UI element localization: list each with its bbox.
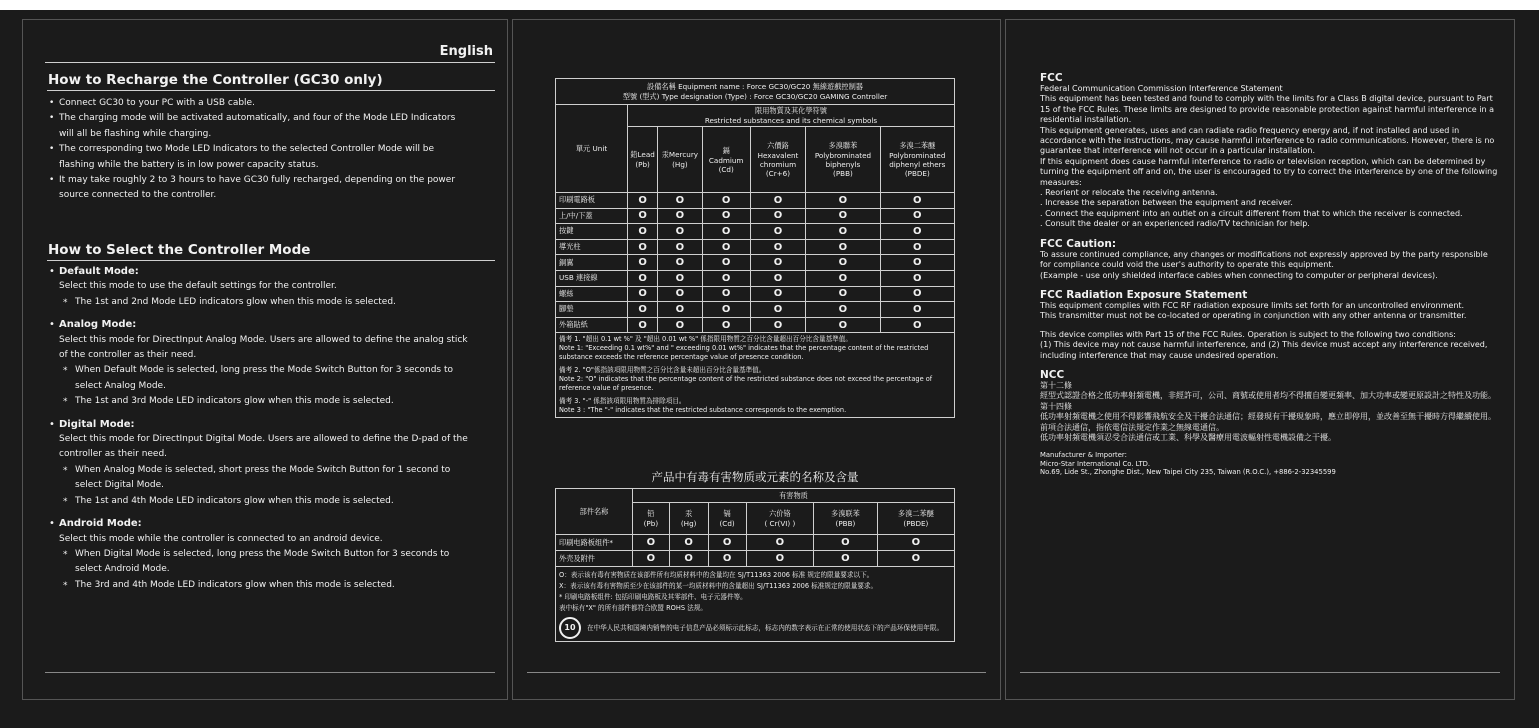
fcc-caution-title: FCC Caution: [1040, 237, 1117, 250]
fcc-radiation [1040, 301, 1500, 322]
table-row [556, 255, 955, 271]
table-cell: O [628, 270, 658, 286]
part-header: 部件名称 [556, 489, 633, 535]
substance-column-header [658, 127, 703, 193]
column-header-line: (PBDE) [904, 169, 930, 178]
fcc-statement [1040, 84, 1500, 230]
mode-item [49, 317, 469, 409]
text-line: This transmitter must not be co-located or operating in conjunction with any other antenna or transmitter. [1040, 311, 1467, 321]
text-line: 第十四條 [1040, 401, 1072, 411]
table-cell: O [880, 286, 954, 302]
substance-column-header [880, 127, 954, 193]
recharge-step: • It may take roughly 2 to 3 hours to have GC30 fully recharged, depending on the power source connected to the controller. [49, 173, 469, 204]
column-header-line: (Pb) [635, 160, 650, 169]
english-instructions-panel [22, 19, 508, 700]
mode-note: * The 3rd and 4th Mode LED indicators glow when this mode is selected. [49, 578, 469, 593]
row-label: 銅翼 [556, 255, 628, 271]
table-cell: O [814, 551, 878, 567]
table-cell: O [658, 255, 703, 271]
table-cell: O [702, 208, 750, 224]
header-rule [45, 62, 495, 63]
china-rohs-table [555, 488, 955, 642]
table-cell: O [702, 302, 750, 318]
table-cell: O [806, 208, 880, 224]
table-notes [556, 333, 955, 418]
table-cell: O [658, 239, 703, 255]
table-cell: O [633, 551, 670, 567]
table-cell: O [806, 286, 880, 302]
column-header-line: 六價鉻 [767, 141, 789, 150]
table-cell: O [877, 551, 954, 567]
substance-column-header [750, 127, 806, 193]
table-cell: O [750, 193, 806, 209]
mode-note: * When Default Mode is selected, long press the Mode Switch Button for 3 seconds to select Analog Mode. [49, 363, 469, 394]
table-row [556, 193, 955, 209]
footer-rule [1020, 672, 1500, 673]
rohs-panel [512, 19, 1001, 700]
mode-item [49, 516, 469, 593]
table-row [556, 302, 955, 318]
note-line: Note 3 : "The "-" indicates that the restricted substance corresponds to the exemption. [559, 406, 847, 415]
unit-header: 單元 Unit [556, 105, 628, 193]
row-label: 上/中/下蓋 [556, 208, 628, 224]
table-row [556, 535, 955, 551]
language-label: English [439, 44, 493, 59]
recycle-row [559, 617, 951, 639]
row-label: 導光柱 [556, 239, 628, 255]
row-label: 外箱貼紙 [556, 317, 628, 333]
footer-rule [45, 672, 495, 673]
column-header-line: (PBDE) [903, 519, 929, 528]
substance-column-header [814, 503, 878, 535]
substance-column-header [806, 127, 880, 193]
column-header-line: 镉 [723, 509, 731, 518]
text-line: . Reorient or relocate the receiving antenna. [1040, 188, 1218, 198]
substance-column-header [708, 503, 746, 535]
table-cell: O [628, 239, 658, 255]
table-cell: O [750, 286, 806, 302]
note-line: 備考 2. "O"係指該項限用物質之百分比含量未超出百分比含量基準值。 [559, 366, 766, 375]
table-cell: O [814, 535, 878, 551]
table-cell: O [750, 239, 806, 255]
china-notes [556, 567, 955, 642]
table-cell: O [708, 535, 746, 551]
type-designation: 型號 (型式) Type designation (Type) : Force GC30/GC20 GAMING Controller [622, 91, 888, 101]
table-cell: O [746, 535, 813, 551]
restricted-header-en: Restricted substances and its chemical symbols [704, 116, 878, 125]
table-cell: O [708, 551, 746, 567]
substance-column-header [633, 503, 670, 535]
mode-description: Select this mode for DirectInput Analog Mode. Users are allowed to define the analog stick of the controller as their need. [59, 334, 468, 361]
table-row [556, 317, 955, 333]
row-label: 印刷电路板组件* [556, 535, 633, 551]
table-cell: O [880, 193, 954, 209]
table-cell: O [806, 302, 880, 318]
table-cell: O [628, 224, 658, 240]
text-line: This equipment generates, uses and can radiate radio frequency energy and, if not installed and used in accordance with the instructions, may cause harmful interference to radio communications. However, there is no guarantee that interference will not occur in a particular installation. [1040, 125, 1495, 156]
column-header-line: Polybrominated [814, 151, 872, 160]
recharge-step: • The corresponding two Mode LED Indicators to the selected Controller Mode will be flashing while the battery is in low power capacity status. [49, 142, 469, 173]
ncc-title: NCC [1040, 368, 1065, 381]
mode-note: * The 1st and 4th Mode LED indicators glow when this mode is selected. [49, 494, 469, 509]
table-cell: O [806, 255, 880, 271]
column-header-line: 多溴二苯醚 [899, 141, 936, 150]
table-cell: O [702, 193, 750, 209]
mode-description: Select this mode for DirectInput Digital Mode. Users are allowed to define the D-pad of the controller as their need. [59, 434, 468, 460]
table-cell: O [880, 255, 954, 271]
table-cell: O [658, 224, 703, 240]
mode-item [49, 264, 469, 310]
text-line: 經型式認證合格之低功率射頻電機，非經許可，公司、商號或使用者均不得擅自變更頻率、加大功率或變更原設計之特性及功能。 [1040, 391, 1496, 401]
row-label: 印刷電路板 [556, 193, 628, 209]
table-cell: O [750, 302, 806, 318]
substance-column-header [746, 503, 813, 535]
table-cell: O [702, 270, 750, 286]
note-line: * 印刷电路板组件: 包括印刷电路板及其零部件、电子元器件等。 [559, 593, 747, 601]
mode-note: * The 1st and 3rd Mode LED indicators glow when this mode is selected. [49, 394, 469, 409]
table-cell: O [702, 317, 750, 333]
text-line: This equipment has been tested and found to comply with the limits for a Class B digital device, pursuant to Part 15 of the FCC Rules. These limits are designed to provide reasonable protection against harmful interference in a residential installation. [1040, 94, 1494, 125]
text-line: No.69, Lide St., Zhonghe Dist., New Taipei City 235, Taiwan (R.O.C.), +886-2-32345599 [1040, 467, 1336, 476]
text-line: Federal Communication Commission Interference Statement [1040, 84, 1283, 93]
table-cell: O [633, 535, 670, 551]
text-line: . Consult the dealer or an experienced radio/TV technician for help. [1040, 219, 1310, 229]
column-header-line: 鉛Lead [630, 150, 655, 159]
column-header-line: biphenyls [825, 160, 861, 169]
column-header-line: (Hg) [672, 160, 688, 169]
substance-column-header [628, 127, 658, 193]
column-header-line: chromium [759, 160, 797, 169]
table-cell: O [750, 317, 806, 333]
note-line: X：表示该有毒有害物质至少在该部件的某一均质材料中的含量超出 SJ/T11363 2006 标准规定的限量要求。 [559, 582, 878, 590]
table-cell: O [628, 193, 658, 209]
table-cell: O [806, 224, 880, 240]
table-cell: O [658, 302, 703, 318]
substance-column-header [669, 503, 708, 535]
equipment-name: 設備名稱 Equipment name : Force GC30/GC20 無線遊戲控制器 [647, 81, 863, 91]
table-cell: O [702, 255, 750, 271]
table-cell: O [806, 239, 880, 255]
text-line: 低功率射頻電機之使用不得影響飛航安全及干擾合法通信；經發現有干擾現象時，應立即停用，並改善至無干擾時方得繼續使用。 [1040, 412, 1496, 422]
table-cell: O [669, 535, 708, 551]
mode-note: * The 1st and 2nd Mode LED indicators glow when this mode is selected. [49, 295, 469, 310]
column-header-line: (Pb) [643, 519, 659, 528]
mode-title-rule [47, 260, 495, 261]
row-label: 外壳及附件 [556, 551, 633, 567]
table-cell: O [658, 193, 703, 209]
recharge-section-title: How to Recharge the Controller (GC30 only) [48, 72, 383, 88]
note-line: 備考 3. "-" 係指該項限用物質為排除項目。 [559, 397, 686, 406]
compliance-panel [1005, 19, 1515, 700]
text-line: This equipment complies with FCC RF radiation exposure limits set forth for an uncontrolled environment. [1040, 300, 1465, 310]
table-cell: O [880, 224, 954, 240]
table-cell: O [628, 286, 658, 302]
column-header-line: 汞 [685, 509, 693, 518]
table-cell: O [702, 239, 750, 255]
table-cell: O [702, 286, 750, 302]
table-cell: O [806, 193, 880, 209]
text-line: 第十二條 [1040, 380, 1072, 390]
column-header-line: 六价铬 [769, 509, 791, 518]
mode-item [49, 417, 469, 509]
table-row [556, 239, 955, 255]
mode-note: * When Analog Mode is selected, short press the Mode Switch Button for 1 second to select Digital Mode. [49, 463, 469, 494]
table-cell: O [880, 239, 954, 255]
column-header-line: diphenyl ethers [889, 160, 946, 169]
table-row [556, 224, 955, 240]
column-header-line: 多溴二苯醚 [897, 509, 934, 518]
equipment-header [556, 79, 955, 105]
mode-description: Select this mode to use the default settings for the controller. [59, 281, 337, 292]
text-line: (1) This device may not cause harmful interference, and (2) This device must accept any interference received, including interference that may cause undesired operation. [1040, 340, 1488, 360]
note-line: 表中标有"X" 的所有部件都符合欧盟 ROHS 法规。 [559, 604, 707, 612]
top-border [0, 0, 1539, 10]
column-header-line: 鎘 [722, 145, 730, 155]
table-cell: O [628, 208, 658, 224]
column-header-line: 多溴聯苯 [828, 141, 858, 150]
table-cell: O [880, 270, 954, 286]
table-row [556, 270, 955, 286]
row-label: 按鍵 [556, 224, 628, 240]
mode-title: • Digital Mode: [49, 417, 469, 432]
column-header-line: Cadmium [708, 155, 744, 165]
table-cell: O [628, 302, 658, 318]
column-header-line: (PBB) [835, 519, 856, 528]
table-cell: O [658, 286, 703, 302]
recharge-step: • The charging mode will be activated automatically, and four of the Mode LED Indicators will all be flashing while charging. [49, 111, 469, 142]
table-cell: O [806, 270, 880, 286]
table-cell: O [806, 317, 880, 333]
row-label: 腳墊 [556, 302, 628, 318]
column-header-line: Polybrominated [889, 151, 946, 160]
column-header-line: 铅 [647, 509, 655, 518]
recycle-text: 在中华人民共和国境内销售的电子信息产品必须标示此标志，标志内的数字表示在正常的使用状态下的产品环保使用年限。 [587, 623, 944, 632]
restricted-header-zh: 限用物質及其化學符號 [755, 106, 827, 115]
table-cell: O [669, 551, 708, 567]
eco-period-icon: 10 [559, 617, 581, 639]
text-line: 低功率射頻電機須忍受合法通信或工業、科學及醫療用電波輻射性電機設備之干擾。 [1040, 432, 1336, 442]
text-line: . Increase the separation between the equipment and receiver. [1040, 198, 1293, 208]
china-rohs-title: 产品中有毒有害物质或元素的名称及含量 [651, 470, 859, 484]
hazard-header: 有害物质 [633, 489, 955, 503]
table-cell: O [880, 317, 954, 333]
table-cell: O [658, 208, 703, 224]
table-row [556, 286, 955, 302]
table-cell: O [658, 317, 703, 333]
table-cell: O [750, 208, 806, 224]
column-header-line: 多溴联苯 [831, 509, 860, 518]
footer-rule [527, 672, 986, 673]
column-header-line: (Hg) [680, 519, 697, 528]
table-cell: O [628, 255, 658, 271]
substance-column-header [702, 127, 750, 193]
table-cell: O [877, 535, 954, 551]
text-line: Micro-Star International Co. LTD. [1040, 459, 1151, 468]
compliance-text [1040, 72, 1500, 476]
taiwan-rohs-table [555, 78, 955, 418]
column-header-line: (Cr+6) [765, 169, 791, 178]
mode-title: • Default Mode: [49, 264, 469, 279]
recharge-step: • Connect GC30 to your PC with a USB cable. [49, 96, 469, 111]
fcc-radiation-title: FCC Radiation Exposure Statement [1040, 288, 1248, 301]
recharge-steps-list [49, 96, 469, 204]
mode-section-title: How to Select the Controller Mode [48, 242, 311, 258]
fcc-part15 [1040, 330, 1500, 361]
column-header-line: (PBB) [833, 169, 853, 178]
row-label: 螺絲 [556, 286, 628, 302]
text-line: If this equipment does cause harmful interference to radio or television reception, which can be determined by turning the equipment off and on, the user is encouraged to try to correct the interference by one of the following measures: [1040, 156, 1498, 187]
substance-column-header [877, 503, 954, 535]
table-cell: O [702, 224, 750, 240]
text-line: . Connect the equipment into an outlet on a circuit different from that to which the receiver is connected. [1040, 208, 1463, 218]
note-line: Note 2: "O" indicates that the percentage content of the restricted substance does not exceed the percentage of reference value of presence. [559, 375, 933, 393]
modes-list [49, 264, 469, 593]
table-cell: O [750, 270, 806, 286]
column-header-line: Hexavalent [757, 151, 799, 160]
manufacturer-info [1040, 451, 1500, 476]
recharge-title-rule [47, 90, 495, 91]
table-cell: O [880, 302, 954, 318]
note-line: Note 1: "Exceeding 0.1 wt%" and " exceeding 0.01 wt%" indicates that the percentage content of the restricted substance exceeds the reference percentage value of presence condition. [559, 344, 929, 362]
note-line: O：表示该有毒有害物质在该部件所有均质材料中的含量均在 SJ/T11363 2006 标准 规定的限量要求以下。 [559, 571, 874, 579]
mode-description: Select this mode while the controller is connected to an android device. [59, 533, 383, 544]
text-line: (Example - use only shielded interface cables when connecting to computer or peripheral devices). [1040, 270, 1438, 280]
text-line: This device complies with Part 15 of the FCC Rules. Operation is subject to the following two conditions: [1040, 329, 1456, 339]
row-label: USB 連接線 [556, 270, 628, 286]
fcc-caution [1040, 250, 1500, 281]
mode-title: • Analog Mode: [49, 317, 469, 332]
text-line: To assure continued compliance, any changes or modifications not expressly approved by the party responsible for compliance could void the user's authority to operate this equipment. [1040, 249, 1488, 270]
table-row [556, 551, 955, 567]
table-row [556, 208, 955, 224]
table-cell: O [880, 208, 954, 224]
table-cell: O [746, 551, 813, 567]
fcc-title: FCC [1040, 72, 1063, 84]
column-header-line: (Cd) [718, 164, 734, 174]
table-cell: O [628, 317, 658, 333]
mode-note: * When Digital Mode is selected, long press the Mode Switch Button for 3 seconds to select Android Mode. [49, 547, 469, 578]
column-header-line: ( Cr(VI) ) [764, 519, 796, 528]
mode-title: • Android Mode: [49, 516, 469, 531]
table-cell: O [750, 255, 806, 271]
column-header-line: 汞Mercury [661, 150, 699, 159]
text-line: Manufacturer & Importer: [1040, 451, 1127, 460]
note-line: 備考 1. "超出 0.1 wt %" 及 "超出 0.01 wt %" 係指限用物質之百分比含量超出百分比含量基準值。 [559, 335, 852, 344]
column-header-line: (Cd) [719, 519, 735, 528]
table-cell: O [750, 224, 806, 240]
ncc-statement [1040, 381, 1500, 443]
text-line: 前項合法通信，指依電信法規定作業之無線電通信。 [1040, 422, 1224, 432]
restricted-header [628, 105, 955, 127]
table-cell: O [658, 270, 703, 286]
